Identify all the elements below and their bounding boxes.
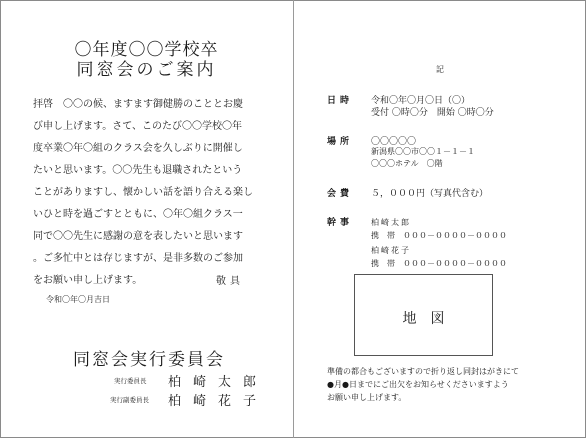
fee-label: 会費 bbox=[327, 189, 354, 199]
organizer-name: 柏崎太郎 bbox=[371, 218, 411, 227]
rsvp-note-line: 準備の都合もございますので折り返し同封はがきにて bbox=[327, 367, 519, 376]
venue-label: 場所 bbox=[327, 137, 354, 147]
map-placeholder bbox=[354, 274, 493, 356]
venue-address: 新潟県〇〇市〇〇１－１－１ bbox=[371, 147, 475, 156]
details-heading: 記 bbox=[436, 65, 444, 74]
member-name: 柏崎太郎 bbox=[168, 375, 269, 390]
body-line: たいと思います。〇〇先生も退職されたという bbox=[33, 165, 243, 176]
rsvp-note-line: ●月●日までにご出欠をお知らせくださいますよう bbox=[327, 380, 509, 389]
rsvp-note-line: お願い申し上げます。 bbox=[327, 393, 407, 402]
body-line: 同で〇〇先生に感謝の意を表したいと思います bbox=[33, 231, 243, 242]
body-line: び申し上げます。さて、このたび〇〇学校〇年 bbox=[33, 121, 242, 132]
datetime-date: 令和〇年〇月〇日（〇） bbox=[371, 96, 471, 106]
member-role: 実行委員長 bbox=[114, 377, 147, 385]
committee-name: 同窓会実行委員会 bbox=[73, 350, 225, 370]
organizers-label: 幹事 bbox=[327, 218, 354, 228]
title-line-2: 同窓会のご案内 bbox=[76, 60, 217, 80]
title-line-1: 〇年度〇〇学校卒 bbox=[74, 40, 219, 60]
datetime-times: 受付 〇時〇分 開始 〇時〇分 bbox=[371, 108, 494, 118]
body-line: 拝啓 〇〇の候、ますます御健勝のこととお慶 bbox=[33, 99, 243, 110]
member-name: 柏崎花子 bbox=[168, 394, 269, 409]
member-role: 実行副委員長 bbox=[110, 396, 149, 404]
body-line: 度卒業〇年〇組のクラス会を久しぶりに開催し bbox=[33, 143, 243, 154]
organizer-name: 柏崎花子 bbox=[371, 246, 411, 255]
body-line: いひと時を過ごすとともに、〇年〇組クラス一 bbox=[33, 209, 243, 220]
organizer-phone: 携 帯 ０００－００００－００００ bbox=[371, 231, 507, 240]
venue-name: 〇〇〇〇〇 bbox=[371, 137, 417, 147]
datetime-label: 日時 bbox=[327, 96, 354, 106]
map-label: 地図 bbox=[402, 311, 459, 327]
organizer-phone: 携 帯 ０００－００００－００００ bbox=[371, 259, 507, 268]
venue-hotel: 〇〇〇ホテル 〇階 bbox=[371, 159, 443, 168]
body-line: ことがありますし、懐かしい話を語り合える楽し bbox=[33, 187, 253, 198]
body-line: 。ご多忙中とは存じますが、是非多数のご参加 bbox=[33, 253, 243, 264]
fold-line bbox=[293, 0, 294, 438]
letter-date: 令和〇年〇月吉日 bbox=[46, 295, 110, 304]
body-line: をお願い申し上げます。 bbox=[33, 275, 143, 286]
fee-value: ５，０００円（写真代含む） bbox=[371, 189, 489, 199]
closing-salutation: 敬具 bbox=[216, 276, 244, 287]
